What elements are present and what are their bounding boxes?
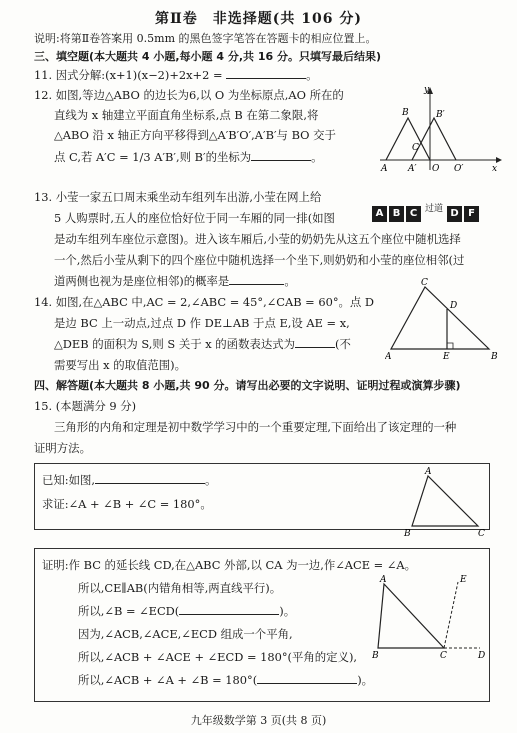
triangle-abc-2: [378, 584, 444, 648]
q12-line-4-text: 点 C,若 A′C = 1/3 A′B′,则 B′的坐标为: [54, 150, 252, 164]
q13-line-2: 5 人购票时,五人的座位恰好位于同一车厢的同一排(如图: [54, 211, 335, 225]
q12-label-b: B: [402, 108, 409, 118]
q12-figure: [378, 84, 503, 174]
proof-reason-blank-2: [257, 683, 357, 684]
triangle-abc: [391, 287, 489, 349]
fig2-label-d: D: [478, 651, 486, 661]
q13-line-3: 是动车组列车座位示意图)。进入该车厢后,小莹的奶奶先从这五个座位中随机选择: [54, 232, 461, 246]
q14-label-a: A: [385, 352, 392, 360]
q13-line-1: 13. 小莹一家五口周末乘坐动车组列车出游,小莹在网上给: [34, 190, 322, 204]
q12-label-y: y: [424, 85, 430, 95]
seat-f: F: [464, 206, 479, 222]
q15-header: 15. (本题满分 9 分): [34, 399, 137, 413]
q12-label-b-prime: B′: [436, 110, 445, 120]
page-footer: 九年级数学第 3 页(共 8 页): [190, 714, 327, 727]
q14-line-1: 14. 如图,在△ABC 中,AC = 2,∠ABC = 45°,∠CAB = 60°。点 D: [34, 295, 375, 309]
proof-line-4: 因为,∠ACB,∠ACE,∠ECD 组成一个平角,: [78, 627, 293, 641]
q15-figure-2: [372, 574, 490, 662]
q14-line-3: [54, 336, 351, 352]
q14-label-e: E: [443, 352, 450, 360]
proof-line-2: 所以,CE∥AB(内错角相等,两直线平行)。: [78, 581, 282, 595]
prove-line: 求证:∠A + ∠B + ∠C = 180°。: [42, 497, 212, 511]
q14-figure: [385, 276, 503, 360]
q13-line-5: 道两侧也视为是座位相邻)的概率是 。: [54, 274, 296, 288]
section-4-heading: 四、解答题(本大题共 8 小题,共 90 分。请写出必要的文字说明、证明过程或演算步骤): [34, 379, 461, 392]
q12-line-2: 直线为 x 轴建立平面直角坐标系,点 B 在第二象限,将: [54, 108, 319, 122]
proof-line-3: [78, 603, 295, 619]
section-3-heading: 三、填空题(本大题共 4 小题,每小题 4 分,共 16 分。只填写最后结果): [34, 50, 382, 63]
given-line: 已知:如图, 。: [42, 473, 217, 487]
q12-line-3: △ABO 沿 x 轴正方向平移得到△A′B′O′,A′B′与 BO 交于: [54, 128, 336, 142]
proof-line-3-close: )。: [279, 604, 296, 618]
right-angle-mark: [447, 343, 453, 349]
q14-line-2: 是边 BC 上一动点,过点 D 作 DE⊥AB 于点 E,设 AE = x,: [54, 316, 350, 330]
q15-intro-2: 证明方法。: [34, 441, 91, 455]
seat-d: D: [447, 206, 462, 222]
q14-line-3-text: △DEB 的面积为 S,则 S 关于 x 的函数表达式为: [54, 337, 296, 351]
q14-label-b: B: [491, 352, 498, 360]
proof-line-5: 所以,∠ACB + ∠ACE + ∠ECD = 180°(平角的定义),: [78, 650, 358, 664]
q13-line-4: 一个,然后小莹从剩下的四个座位中随机选择一个坐下,则奶奶和小莹的座位相邻(过: [54, 253, 465, 267]
seat-b: B: [389, 206, 404, 222]
proof-line-3-text: 所以,∠B = ∠ECD(: [78, 604, 180, 618]
q11: 11. 因式分解:(x+1)(x−2)+2x+2 = 。: [34, 68, 318, 82]
aisle-label: 过道: [424, 204, 443, 214]
seat-a: A: [372, 206, 387, 222]
q14-label-c: C: [421, 278, 428, 288]
q14-suffix: (不: [335, 337, 351, 351]
q12-answer-blank: [251, 160, 311, 161]
q12-label-a-prime: A′: [408, 164, 417, 174]
proof-reason-blank-1: [179, 614, 279, 615]
given-text: 已知:如图,: [42, 473, 96, 487]
q12-label-o: O: [432, 164, 440, 174]
fig1-label-c: C: [478, 529, 485, 539]
given-blank: [95, 483, 205, 484]
q12-label-a: A: [381, 164, 388, 174]
proof-line-6: [78, 672, 373, 688]
q13-line-5-text: 道两侧也视为是座位相邻)的概率是: [54, 274, 230, 288]
page-title: 第Ⅱ卷 非选择题(共 106 分): [154, 11, 363, 27]
fig2-label-b: B: [372, 651, 379, 661]
q15-figure-1: [400, 466, 486, 546]
proof-line-6-text: 所以,∠ACB + ∠A + ∠B = 180°(: [78, 673, 258, 687]
x-axis-arrow: [496, 157, 502, 163]
instruction: 说明:将第Ⅱ卷答案用 0.5mm 的黑色签字笔答在答题卡的相应位置上。: [34, 32, 377, 45]
fig1-label-a: A: [425, 467, 432, 477]
q12-label-o-prime: O′: [454, 164, 464, 174]
fig2-label-a: A: [380, 575, 387, 585]
q14-label-d: D: [450, 301, 458, 311]
fig2-label-e: E: [460, 575, 467, 585]
q12-label-x: x: [492, 164, 498, 174]
q14-line-4: 需要写出 x 的取值范围)。: [54, 358, 187, 372]
proof-line-6-close: )。: [357, 673, 374, 687]
ray-ce: [444, 582, 458, 648]
q12-line-1: 12. 如图,等边△ABO 的边长为6,以 O 为坐标原点,AO 所在的: [34, 88, 344, 102]
q11-text: 11. 因式分解:(x+1)(x−2)+2x+2 =: [34, 68, 227, 82]
seat-c: C: [406, 206, 421, 222]
fig1-label-b: B: [404, 529, 411, 539]
seat-diagram: [372, 205, 481, 222]
q13-answer-blank: [229, 284, 284, 285]
q14-answer-blank: [295, 347, 335, 348]
fig2-label-c: C: [440, 651, 447, 661]
q11-answer-blank: [226, 78, 306, 79]
q15-intro-1: 三角形的内角和定理是初中数学学习中的一个重要定理,下面给出了该定理的一种: [54, 420, 457, 434]
triangle-abc-1: [412, 476, 478, 526]
proof-line-1: 证明:作 BC 的延长线 CD,在△ABC 外部,以 CA 为一边,作∠ACE = ∠A。: [42, 558, 416, 572]
q12-label-c: C: [412, 143, 419, 153]
q12-line-4: 点 C,若 A′C = 1/3 A′B′,则 B′的坐标为 。: [54, 150, 323, 164]
